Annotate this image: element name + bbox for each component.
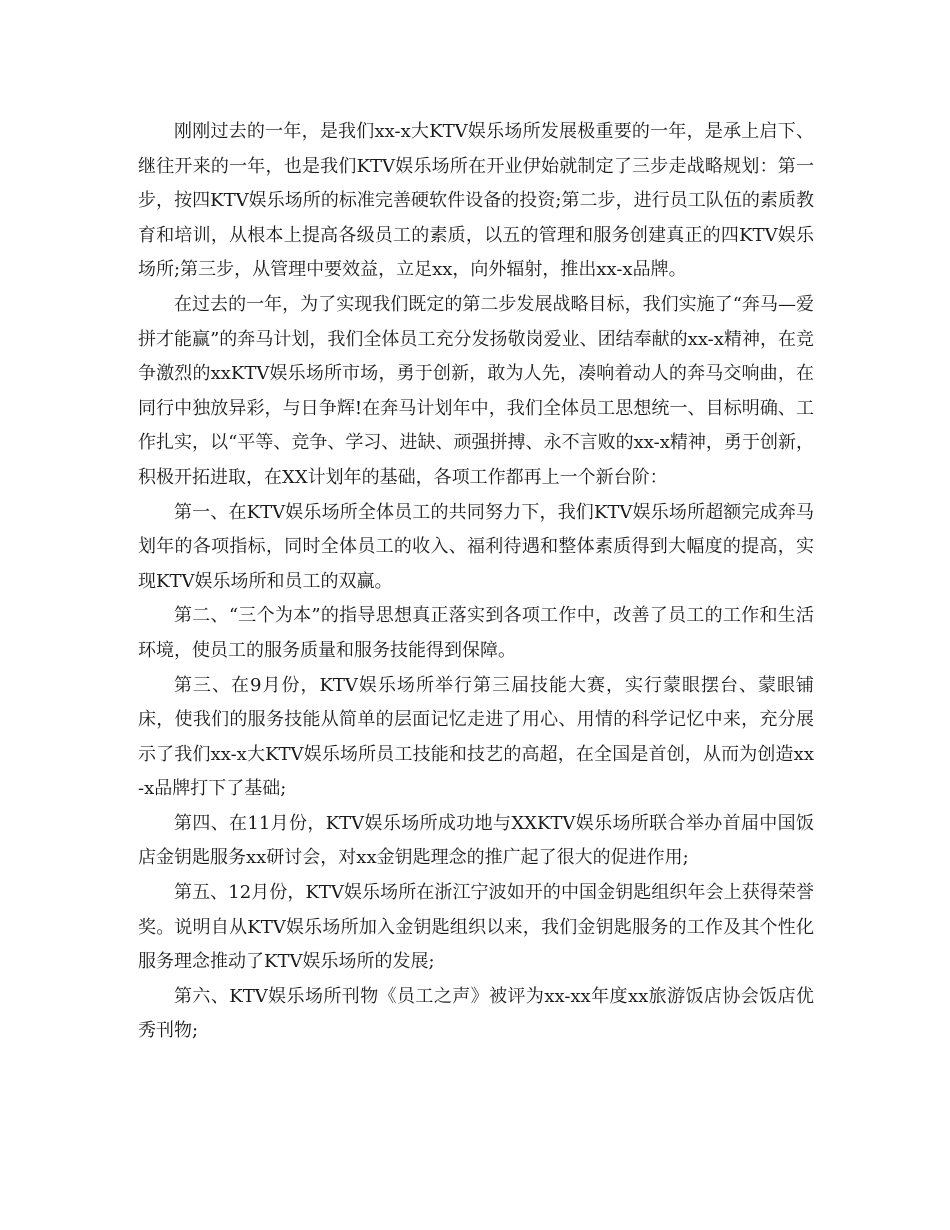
paragraph-item-1: 第一、在KTV娱乐场所全体员工的共同努力下，我们KTV娱乐场所超额完成奔马划年的各项指标，同时全体员工的收入、福利待遇和整体素质得到大幅度的提高，实现KTV娱乐场所和员工的双赢。 [138,501,814,592]
paragraph-intro: 刚刚过去的一年，是我们xx-x大KTV娱乐场所发展极重要的一年，是承上启下、继往开来的一年，也是我们KTV娱乐场所在开业伊始就制定了三步走战略规划：第一步，按四KTV娱乐场所的标准完善硬软件设备的投资;第二步，进行员工队伍的素质教育和培训，从根本上提高各级员工的素质，以五的管理和服务创建真正的四KTV娱乐场所;第三步，从管理中要效益，立足xx，向外辐射，推出xx-x品牌。 [138,121,814,281]
paragraph-item-5: 第五、12月份，KTV娱乐场所在浙江宁波如开的中国金钥匙组织年会上获得荣誉奖。说明自从KTV娱乐场所加入金钥匙组织以来，我们金钥匙服务的工作及其个性化服务理念推动了KTV娱乐场所的发展; [138,882,814,973]
paragraph-item-6: 第六、KTV娱乐场所刊物《员工之声》被评为xx-xx年度xx旅游饭店协会饭店优秀刊物; [138,985,814,1042]
paragraph-strategy: 在过去的一年，为了实现我们既定的第二步发展战略目标，我们实施了“奔马—爱拼才能赢”的奔马计划，我们全体员工充分发扬敬岗爱业、团结奉献的xx-x精神，在竞争激烈的xxKTV娱乐场所市场，勇于创新，敢为人先，凑响着动人的奔马交响曲，在同行中独放异彩，与日争辉!在奔马计划年中，我们全体员工思想统一、目标明确、工作扎实，以“平等、竞争、学习、进缺、顽强拼搏、永不言败的xx-x精神，勇于创新，积极开拓进取，在XX计划年的基础，各项工作都再上一个新台阶： [138,293,814,488]
paragraph-item-4: 第四、在11月份，KTV娱乐场所成功地与XXKTV娱乐场所联合举办首届中国饭店金钥匙服务xx研讨会，对xx金钥匙理念的推广起了很大的促进作用; [138,812,814,869]
paragraph-item-3: 第三、在9月份，KTV娱乐场所举行第三届技能大赛，实行蒙眼摆台、蒙眼铺床，使我们的服务技能从简单的层面记忆走进了用心、用情的科学记忆中来，充分展示了我们xx-x大KTV娱乐场所员工技能和技艺的高超，在全国是首创，从而为创造xx-x品牌打下了基础; [138,674,814,800]
document-body [138,115,814,1049]
paragraph-item-2: 第二、“三个为本”的指导思想真正落实到各项工作中，改善了员工的工作和生活环境，使员工的服务质量和服务技能得到保障。 [138,605,814,661]
